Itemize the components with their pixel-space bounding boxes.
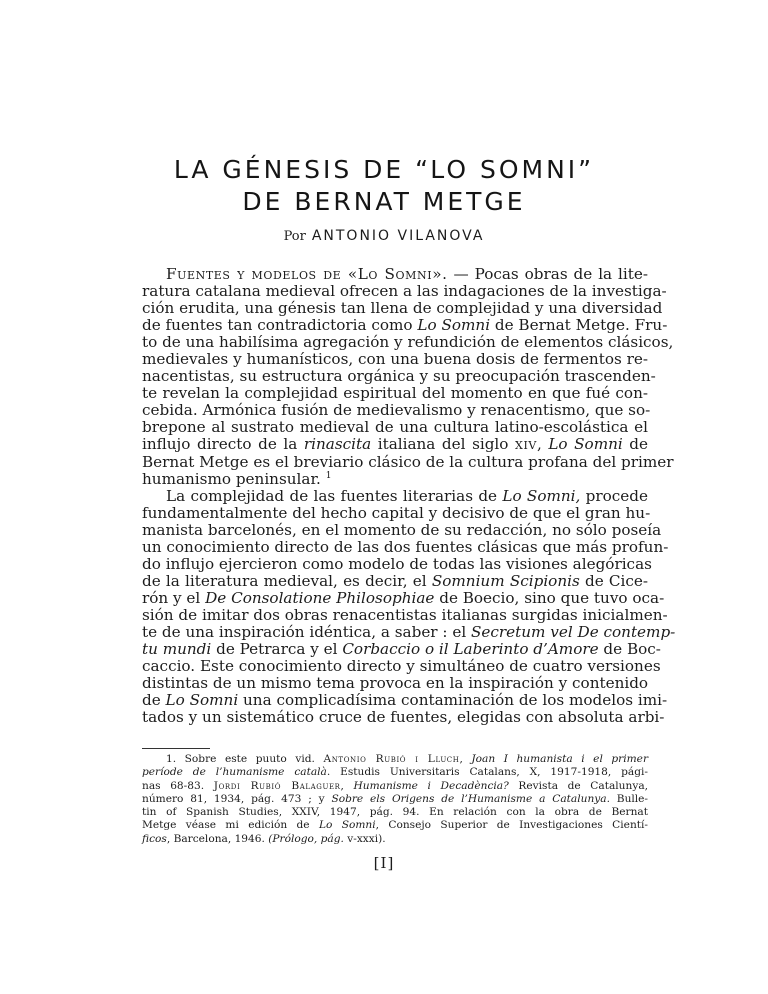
text-line: de la literatura medieval, es decir, el Somnium Scipionis de Cice- (142, 571, 649, 590)
work-title: Lo Somni (165, 691, 239, 710)
text-line: ratura catalana medieval ofrecen a las indagaciones de la investiga- (142, 282, 667, 301)
text-line: Bernat Metge es el breviario clásico de la cultura profana del primer (142, 452, 674, 471)
footnote-line: nas 68-83. Jordi Rubió Balaguer, Humanisme i Decadència? Revista de Catalunya, (142, 779, 648, 792)
footnote-divider (142, 748, 210, 749)
footnote-line: període de l’humanisme català. Estudis Universitaris Catalans, X, 1917-1918, pági- (142, 766, 649, 779)
text-line: sión de imitar dos obras renacentistas italianas surgidas inicialmen- (142, 605, 668, 624)
text-line: brepone al sustrato medieval de una cultura latino-escolástica el (142, 418, 648, 437)
text-line: influjo directo de la rinascita italiana del siglo xiv, Lo Somni de (142, 435, 649, 454)
text-line: manista barcelonés, en el momento de su redacción, no sólo poseía (142, 520, 662, 539)
text-line: te de una inspiración idéntica, a saber : el Secretum vel De contemp- (142, 622, 676, 641)
text-line: do influjo ejercieron como modelo de todas las visiones alegóricas (142, 554, 652, 573)
work-title: Lo Somni, (502, 486, 581, 505)
text-line: de Lo Somni una complicadísima contaminación de los modelos imi- (142, 691, 668, 710)
page-number: [I] (373, 854, 395, 872)
footnote-ref[interactable]: 1 (325, 470, 332, 481)
work-title: Lo Somni (417, 316, 491, 335)
footnote-line: tin of Spanish Studies, XXIV, 1947, pág. 94. En relación con la obra de Bernat (142, 806, 648, 819)
text-line: ción erudita, una génesis tan llena de complejidad y una diversidad (142, 299, 663, 318)
text-line: tu mundi de Petrarca y el Corbaccio o il Laberinto d’Amore de Boc- (142, 640, 661, 659)
byline-prefix: Por (283, 229, 306, 244)
text-line: to de una habilísima agregación y refundición de elementos clásicos, (142, 333, 674, 352)
text-line: humanismo peninsular. $^1$ (142, 469, 332, 488)
work-title: Lo Somni (548, 435, 623, 454)
text-line: rón y el De Consolatione Philosophiae de Boecio, sino que tuvo oca- (142, 588, 665, 607)
text-line: nacentistas, su estructura orgánica y su preocupación trascenden- (142, 367, 656, 386)
section-heading: Fuentes y modelos de «Lo Somni». (166, 265, 448, 283)
work-title: Secretum vel De contemp- (471, 622, 676, 641)
text-line: medievales y humanísticos, con una buena dosis de fermentos re- (142, 350, 648, 369)
text-line: fundamentalmente del hecho capital y decisivo de que el gran hu- (142, 503, 651, 522)
footnote-line: ficos, Barcelona, 1946. (Prólogo, pág. v-xxxi). (142, 832, 386, 845)
paragraph-1-line: Fuentes y modelos de «Lo Somni». — Pocas obras de la lite- (166, 265, 648, 283)
article-title-line-2: DE BERNAT METGE (242, 187, 526, 216)
footnote-number: 1. (166, 753, 177, 765)
paragraph-2-line: La complejidad de las fuentes literarias de Lo Somni, procede (166, 486, 648, 505)
footnote-line: número 81, 1934, pág. 473 ; y Sobre els Origens de l’Humanisme a Catalunya. Bulle- (142, 792, 649, 805)
text-line: un conocimiento directo de las dos fuentes clásicas que más profun- (142, 537, 669, 556)
author-name: ANTONIO VILANOVA (311, 228, 485, 244)
work-title: Corbaccio o il Laberinto d’Amore (342, 640, 599, 659)
work-title: De Consolatione Philosophiae (205, 588, 435, 607)
footnote-line: 1. Sobre este puuto vid. Antonio Rubió i Lluch, Joan I humanista i el primer (166, 753, 649, 765)
work-title: Somnium Scipionis (431, 571, 580, 590)
text-line: te revelan la complejidad espiritual del momento en que fué con- (142, 384, 648, 403)
text-line: tados y un sistemático cruce de fuentes, elegidas con absoluta arbi- (142, 708, 665, 727)
body-text (142, 265, 676, 727)
footnote-line: Metge véase mi edición de Lo Somni, Consejo Superior de Investigaciones Cientí- (142, 819, 648, 832)
text-line: de fuentes tan contradictoria como Lo Somni de Bernat Metge. Fru- (142, 316, 668, 335)
text-line: caccio. Este conocimiento directo y simultáneo de cuatro versiones (142, 657, 661, 676)
byline (0, 228, 768, 244)
footnote-1 (142, 753, 648, 846)
text-line: distintas de un mismo tema provoca en la inspiración y contenido (142, 674, 649, 693)
text-line: cebida. Armónica fusión de medievalismo y renacentismo, que so- (142, 401, 651, 420)
article-title-line-1: LA GÉNESIS DE “LO SOMNI” (173, 155, 595, 184)
